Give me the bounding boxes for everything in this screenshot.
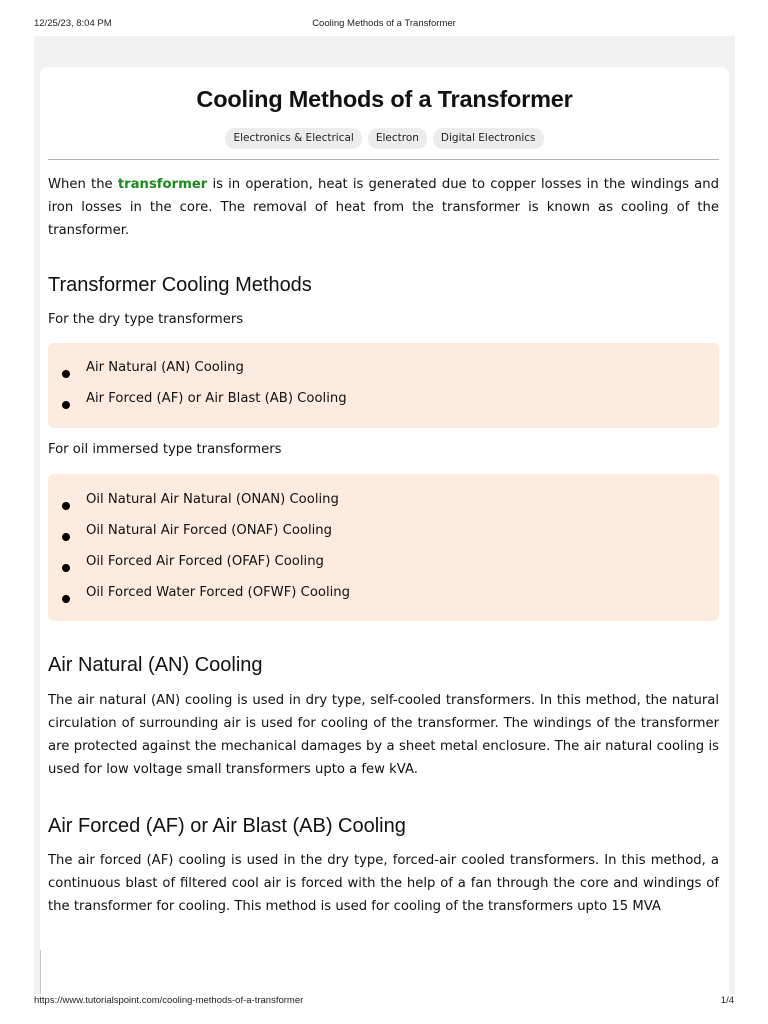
dry-methods-list — [48, 343, 719, 421]
print-header — [34, 18, 734, 32]
tag-electron[interactable]: Electron — [368, 128, 427, 149]
tag-list — [40, 128, 729, 149]
bullet-icon — [62, 564, 70, 572]
list-item: Oil Forced Air Forced (OFAF) Cooling — [48, 553, 719, 584]
intro-text-before: When the — [48, 177, 118, 192]
print-document-title: Cooling Methods of a Transformer — [312, 18, 456, 29]
list-item: Oil Natural Air Forced (ONAF) Cooling — [48, 522, 719, 553]
page-url: https://www.tutorialspoint.com/cooling-methods-of-a-transformer — [34, 995, 304, 1006]
print-footer — [34, 995, 734, 1009]
oil-methods-list — [48, 474, 719, 615]
intro-paragraph — [48, 173, 719, 242]
transformer-link[interactable]: transformer — [117, 177, 208, 192]
list-item: Oil Natural Air Natural (ONAN) Cooling — [48, 491, 719, 522]
air-forced-paragraph: The air forced (AF) cooling is used in the dry type, forced-air cooled transformers. In this method, a continuous blast of filtered cool air is forced with the help of a fan through the core and windings of the transformer for cooling. This method is used for cooling of the transformers upto 15 MVA — [48, 853, 719, 914]
intro-text-after: is in operation, heat is generated due to copper losses in the windings and iron losses in the core. The removal of heat from the transformer is known as cooling of the transformer. — [48, 177, 719, 238]
list-item: Air Natural (AN) Cooling — [48, 359, 719, 390]
list-item: Oil Forced Water Forced (OFWF) Cooling — [48, 584, 719, 615]
title-divider — [48, 159, 719, 160]
list-item: Air Forced (AF) or Air Blast (AB) Cooling — [48, 390, 719, 421]
air-natural-heading: Air Natural (AN) Cooling — [48, 654, 263, 676]
article-title: Cooling Methods of a Transformer — [196, 86, 573, 112]
bullet-icon — [62, 401, 70, 409]
page-number: 1/4 — [720, 995, 734, 1006]
bullet-icon — [62, 370, 70, 378]
dry-type-intro: For the dry type transformers — [48, 312, 244, 327]
oil-type-intro: For oil immersed type transformers — [48, 442, 282, 457]
tag-electronics-electrical[interactable]: Electronics & Electrical — [225, 128, 361, 149]
tag-digital-electronics[interactable]: Digital Electronics — [433, 128, 544, 149]
print-timestamp: 12/25/23, 8:04 PM — [34, 18, 112, 29]
bullet-icon — [62, 533, 70, 541]
air-natural-paragraph: The air natural (AN) cooling is used in dry type, self-cooled transformers. In this method, the natural circulation of surrounding air is used for cooling of the transformer. The windings of the transformer are protected against the mechanical damages by a sheet metal enclosure. The air natural cooling is used for low voltage small transformers upto a few kVA. — [48, 693, 719, 777]
air-forced-heading: Air Forced (AF) or Air Blast (AB) Cooling — [48, 815, 406, 837]
card-edge — [40, 950, 41, 994]
dry-methods-box — [48, 343, 719, 428]
bullet-icon — [62, 502, 70, 510]
oil-methods-box — [48, 474, 719, 621]
bullet-icon — [62, 595, 70, 603]
methods-heading: Transformer Cooling Methods — [48, 274, 312, 296]
